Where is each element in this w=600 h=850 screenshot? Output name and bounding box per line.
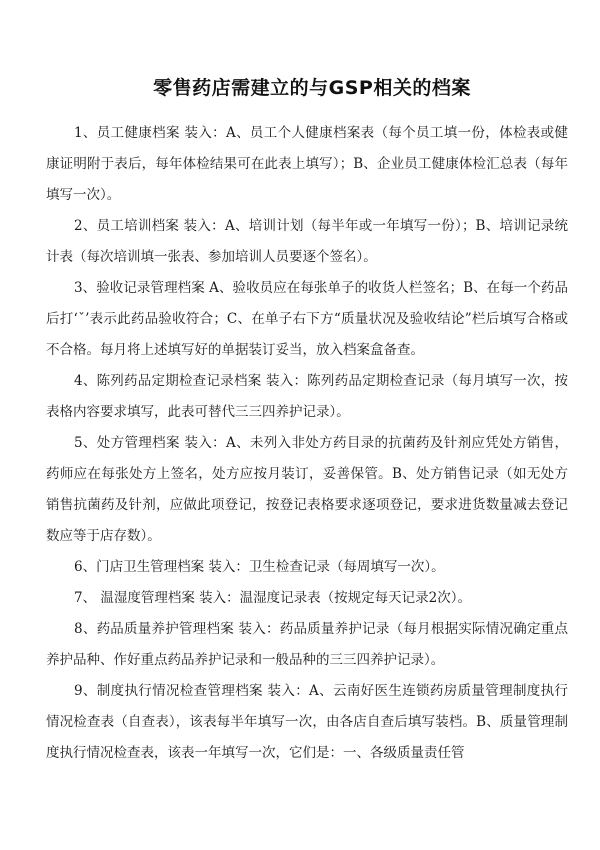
section-acceptance-record-archive: 3、验收记录管理档案 A、验收员应在每张单子的收货人栏签名；B、在每一个药品后打‘ˇ’表示此药品验收符合；C、在单子右下方“质量状况及验收结论”栏后填写合格或不合格。每月将上述填写好的单据装订妥当，放入档案盒备查。 <box>46 280 568 358</box>
document-body <box>46 118 568 769</box>
section-temperature-humidity-archive: 7、 温湿度管理档案 装入：温湿度记录表（按规定每天记录2次）。 <box>74 590 472 606</box>
section-display-inspection-archive: 4、陈列药品定期检查记录档案 装入：陈列药品定期检查记录（每月填写一次，按表格内容要求填写，此表可替代三三四养护记录）。 <box>46 373 568 420</box>
section-hygiene-archive: 6、门店卫生管理档案 装入：卫生检查记录（每周填写一次）。 <box>74 559 445 575</box>
section-employee-health-archive: 1、员工健康档案 装入：A、员工个人健康档案表（每个员工填一份，体检表或健康证明附于表后，每年体检结果可在此表上填写）；B、企业员工健康体检汇总表（每年填写一次）。 <box>46 125 568 203</box>
document-title: 零售药店需建立的与GSP相关的档案 <box>153 77 471 99</box>
section-prescription-archive: 5、处方管理档案 装入：A、未列入非处方药目录的抗菌药及针剂应凭处方销售，药师应在每张处方上签名，处方应按月装订，妥善保管。B、处方销售记录（如无处方销售抗菌药及针剂，应做此项登记，按登记表格要求逐项登记，要求进货数量减去登记数应等于店存数）。 <box>46 435 568 544</box>
section-employee-training-archive: 2、员工培训档案 装入：A、培训计划（每半年或一年填写一份）；B、培训记录统计表（每次培训填一张表、参加培训人员要逐个签名）。 <box>46 218 568 265</box>
section-quality-maintenance-archive: 8、药品质量养护管理档案 装入：药品质量养护记录（每月根据实际情况确定重点养护品种、作好重点药品养护记录和一般品种的三三四养护记录）。 <box>46 621 568 668</box>
section-policy-execution-archive: 9、制度执行情况检查管理档案 装入：A、云南好医生连锁药房质量管理制度执行情况检查表（自查表），该表每半年填写一次，由各店自查后填写装档。B、质量管理制度执行情况检查表，该表一年填写一次，它们是：一、各级质量责任管 <box>46 683 568 761</box>
